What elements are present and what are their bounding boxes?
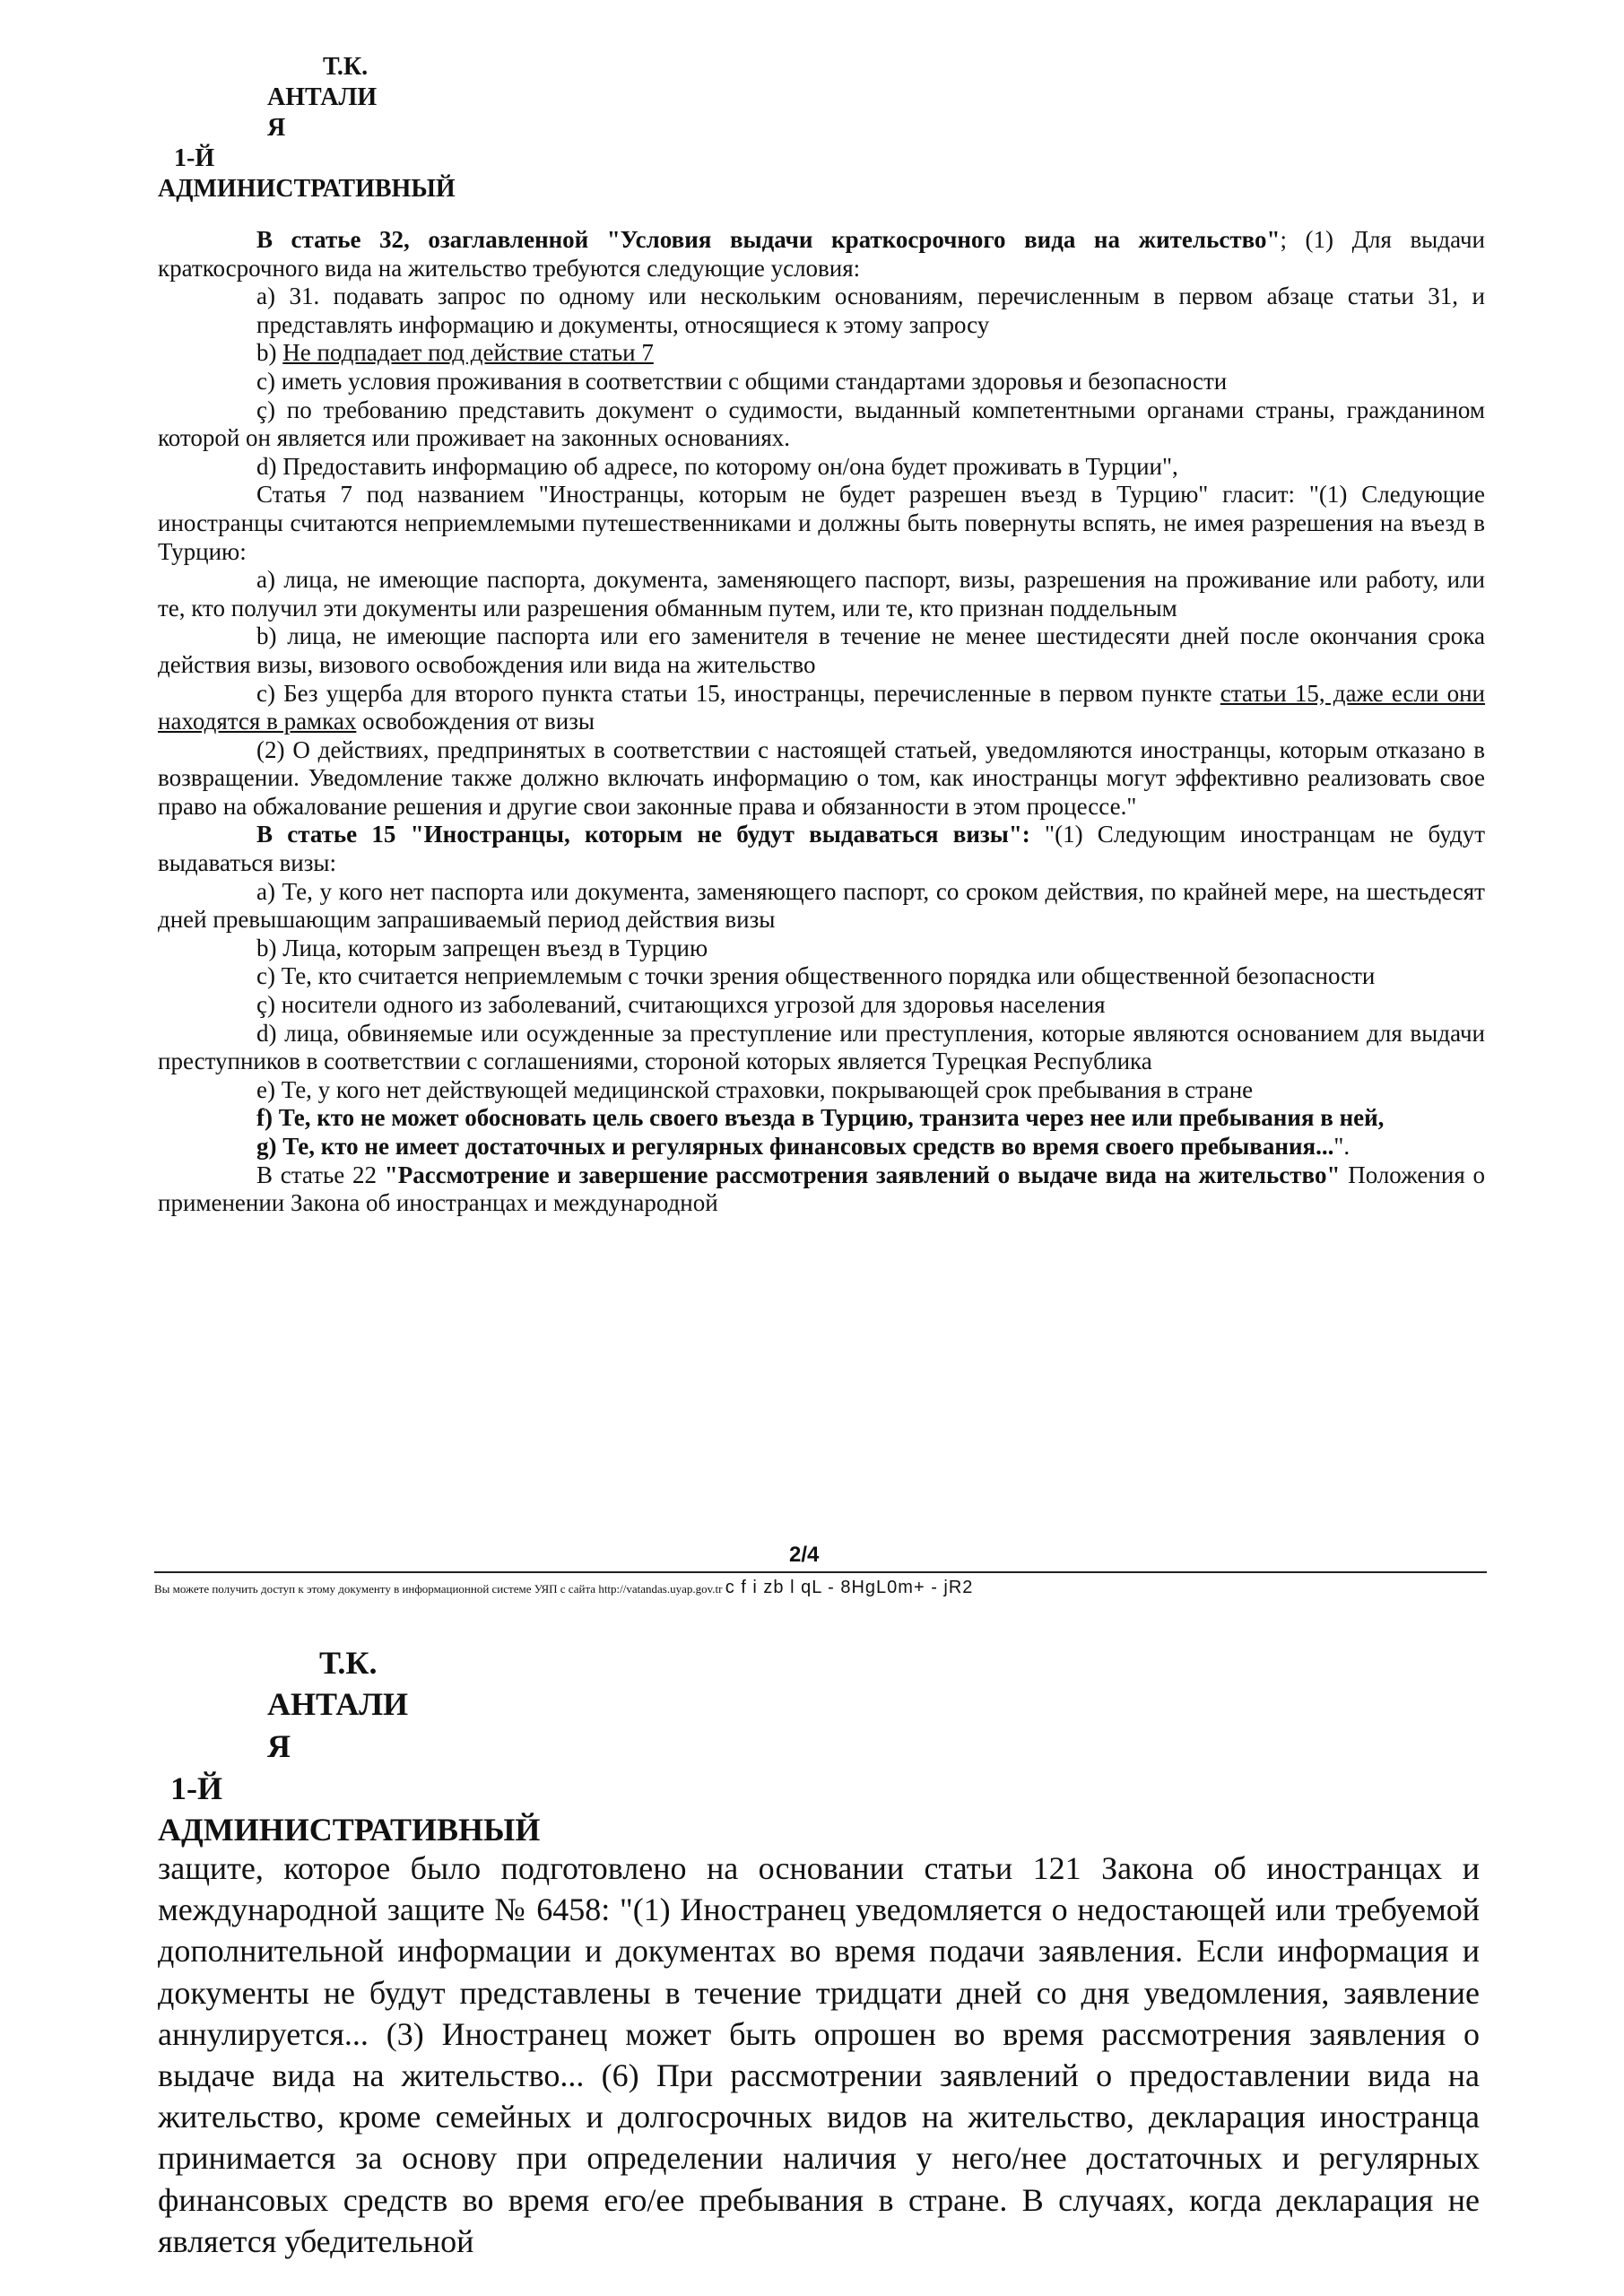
paragraph-art22: [158, 1161, 1485, 1218]
art15-item-f: f) Те, кто не может обосновать цель своего въезда в Турцию, транзита через нее или пребывания в ней,: [256, 1104, 1385, 1132]
art15-item-g: [158, 1133, 1485, 1161]
document-body: [158, 1848, 1480, 2262]
document-body: [158, 226, 1485, 1218]
court-header-tk: Т.К.: [323, 53, 369, 81]
art15-title: В статье 15 "Иностранцы, которым не будут выдаваться визы":: [256, 821, 1030, 848]
court-header-tk: Т.К.: [319, 1645, 378, 1681]
art15-item-c: c) Те, кто считается неприемлемым с точки зрения общественного порядка или общественной безопасности: [256, 962, 1376, 990]
art15-item-g-tail: ".: [1333, 1133, 1350, 1160]
art32-item-cc: ç) по требованию представить документ о судимости, выданный компетентными органами страны, гражданином которой он является или проживает на законных основаниях.: [158, 396, 1485, 452]
court-header-city: АНТАЛИ: [267, 83, 378, 111]
art32-item-b-text: Не подпадает под действие статьи 7: [282, 339, 654, 367]
art7-item-b: b) лица, не имеющие паспорта или его заменителя в течение не менее шестидесяти дней после окончания срока действия визы, визового освобождения или вида на жительство: [158, 622, 1485, 678]
art32-item-c: c) иметь условия проживания в соответствии с общими стандартами здоровья и безопасности: [256, 367, 1228, 395]
paragraph-art121: защите, которое было подготовлено на основании статьи 121 Закона об иностранцах и международной защите № 6458: "(1) Иностранец уведомляется о недостающей или требуемой дополнительной информации и документах во время подачи заявления. Если информация и документы не будут представлены в течение тридцати дней со дня уведомления, заявление аннулируется... (3) Иностранец может быть опрошен во время рассмотрения заявления о выдаче вида на жительство... (6) При рассмотрении заявлений о предоставлении вида на жительство, кроме семейных и долгосрочных видов на жительство, декларация иностранца принимается за основу при определении наличия у него/нее достаточных и регулярных финансовых средств во время его/ее пребывания в стране. В случаях, когда декларация не является убедительной: [158, 1850, 1480, 2259]
court-header-city-end: Я: [267, 114, 286, 142]
art32-item-b: [158, 339, 1485, 368]
art15-item-d: d) лица, обвиняемые или осужденные за преступление или преступления, которые являются основанием для выдачи преступников в соответствии с соглашениями, стороной которых является Турецкая Республика: [158, 1019, 1485, 1075]
art22-title: "Рассмотрение и завершение рассмотрения заявлений о выдаче вида на жительство": [384, 1161, 1341, 1188]
art7-item-2: (2) О действиях, предпринятых в соответствии с настоящей статьей, уведомляются иностранцы, которым отказано в возвращении. Уведомление также должно включать информацию о том, как иностранцы могут эффективно реализовать свое право на обжалование решения и другие свои законные права и обязанности в этом процессе.": [158, 735, 1485, 820]
art22-text: Положения о применении Закона об иностранцах и международной: [158, 1161, 1485, 1217]
footer-access-text: Вы можете получить доступ к этому документу в информационной системе УЯП с сайта http://vatandas.uyap.gov.tr: [154, 1582, 723, 1596]
court-header-type: АДМИНИСТРАТИВНЫЙ: [158, 175, 456, 203]
art15-item-cc: ç) носители одного из заболеваний, считающихся угрозой для здоровья населения: [256, 991, 1106, 1019]
art32-item-b-prefix: b): [256, 339, 283, 367]
art7-item-a: a) лица, не имеющие паспорта, документа, заменяющего паспорт, визы, разрешения на проживание или работу, или те, кто получил эти документы или разрешения обманным путем, или те, кто признан поддельным: [158, 566, 1485, 622]
footer: [154, 1578, 1490, 1598]
art32-text: ; (1) Для выдачи краткосрочного вида на жительство требуются следующие условия:: [158, 226, 1485, 282]
art15-item-a: a) Те, у кого нет паспорта или документа, заменяющего паспорт, со сроком действия, по крайней мере, на шестьдесят дней превышающим запрашиваемый период действия визы: [158, 877, 1485, 934]
page-number: 2/4: [789, 1543, 820, 1567]
art7-item-c: [158, 680, 1485, 736]
art15-item-g-text: g) Те, кто не имеет достаточных и регулярных финансовых средств во время своего пребывания...: [256, 1133, 1334, 1160]
art7-item-c-suffix: освобождения от визы: [356, 708, 595, 735]
art15-text: "(1) Следующим иностранцам не будут выдаваться визы:: [158, 821, 1485, 877]
document-verification-code: c f i zb l qL - 8HgL0m+ - jR2: [725, 1578, 974, 1597]
court-header-number: 1-Й: [174, 144, 215, 172]
art7-item-c-prefix: c) Без ущерба для второго пункта статьи 15, иностранцы, перечисленные в первом пункте: [256, 679, 1220, 707]
paragraph-art32: [158, 226, 1485, 283]
art7-intro: Статья 7 под названием "Иностранцы, которым не будет разрешен въезд в Турцию" гласит: "(1) Следующие иностранцы считаются неприемлемыми путешественниками и должны быть повернуты вспять, не имея разрешения на въезд в Турцию:: [158, 481, 1485, 565]
footer-divider: [154, 1571, 1487, 1573]
art32-item-d: d) Предоставить информацию об адресе, по которому он/она будет проживать в Турции",: [256, 452, 1178, 480]
art32-title: В статье 32, озаглавленной "Условия выдачи краткосрочного вида на жительство": [256, 226, 1281, 253]
art15-item-e: e) Те, у кого нет действующей медицинской страховки, покрывающей срок пребывания в стране: [256, 1075, 1254, 1103]
art7-item-c-underlined: статьи 15, даже если они находятся в рамках: [158, 679, 1485, 735]
court-header-number: 1-Й: [170, 1770, 222, 1806]
court-header-city-end: Я: [267, 1728, 291, 1764]
art32-item-a: a) 31. подавать запрос по одному или нескольким основаниям, перечисленным в первом абзаце статьи 31, и представлять информацию и документы, относящиеся к этому запросу: [256, 283, 1485, 338]
art15-item-b: b) Лица, которым запрещен въезд в Турцию: [256, 934, 708, 961]
court-header-type: АДМИНИСТРАТИВНЫЙ: [158, 1812, 541, 1848]
paragraph-art15: [158, 821, 1485, 877]
court-header-city: АНТАЛИ: [267, 1686, 409, 1722]
art22-prefix: В статье 22: [256, 1161, 385, 1188]
